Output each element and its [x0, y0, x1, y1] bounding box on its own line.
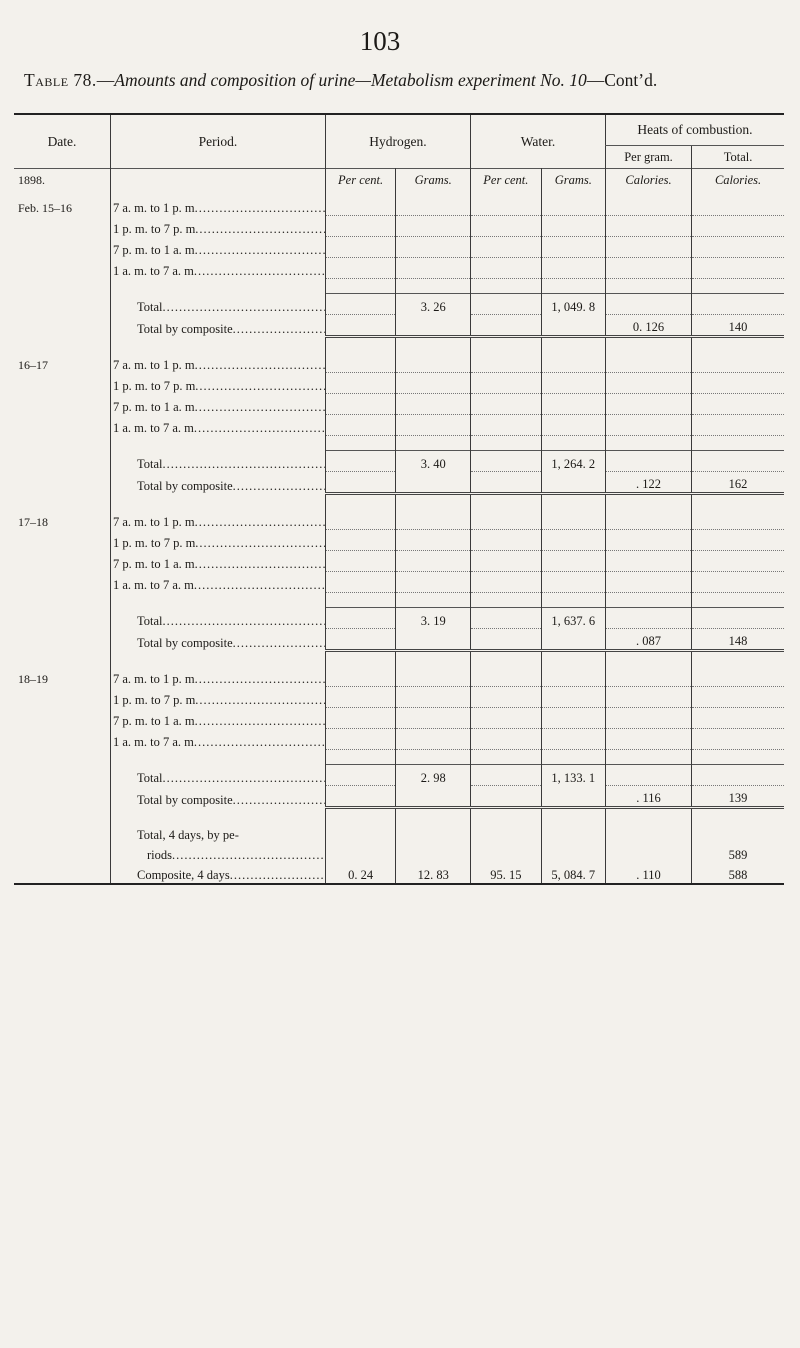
total-h-grams: 3. 19: [396, 608, 471, 629]
header-heats: Heats of combustion.: [605, 114, 784, 146]
row-period: [111, 687, 326, 708]
composite-row: [14, 472, 784, 494]
total-row: [14, 294, 784, 315]
composite-label-text: Total by composite .....: [137, 636, 325, 650]
summary-composite-label-text: Composite, 4 days .....: [137, 868, 325, 882]
header-date: Date.: [47, 133, 77, 149]
composite-label-text: Total by composite .....: [137, 793, 325, 807]
summary-periods-label-2: [111, 843, 326, 863]
row-period: [111, 258, 326, 279]
total-h-grams: 3. 26: [396, 294, 471, 315]
period-label: 7 a. m. to 1 p. m .....: [113, 672, 325, 686]
row-period: [111, 195, 326, 216]
period-label: 7 p. m. to 1 a. m .....: [113, 557, 325, 571]
header-per-gram: Per gram.: [605, 146, 691, 169]
total-w-grams: 1, 637. 6: [541, 608, 605, 629]
unit-per-gram: Calories.: [605, 169, 691, 196]
period-label: 1 a. m. to 7 a. m .....: [113, 578, 325, 592]
row-date: Feb. 15–16: [18, 200, 72, 215]
row-date: 17–18: [18, 514, 48, 529]
row-period: [111, 237, 326, 258]
table-label: Table 78.: [24, 70, 97, 90]
row-period: [111, 666, 326, 687]
table-title: Table 78.—Amounts and composition of urine—Metabolism experiment No. 10—Cont’d.: [24, 70, 658, 90]
total-w-grams: 1, 264. 2: [541, 451, 605, 472]
composite-per-gram: . 122: [605, 472, 691, 494]
summary-periods-row-2: [14, 843, 784, 863]
summary-h-grams: 12. 83: [396, 863, 471, 884]
total-label: [111, 608, 326, 629]
table-row: [14, 666, 784, 687]
row-period: [111, 415, 326, 436]
row-period: [111, 509, 326, 530]
period-label: 1 a. m. to 7 a. m .....: [113, 264, 325, 278]
period-label: 1 a. m. to 7 a. m .....: [113, 421, 325, 435]
period-label: 1 a. m. to 7 a. m .....: [113, 735, 325, 749]
row-period: [111, 572, 326, 593]
period-label: 7 a. m. to 1 p. m .....: [113, 515, 325, 529]
header-period: Period.: [111, 114, 326, 169]
composite-label: [111, 629, 326, 651]
header-hydrogen: Hydrogen.: [325, 114, 470, 169]
header-water: Water.: [471, 114, 606, 169]
urine-table: [14, 113, 784, 885]
row-period: [111, 551, 326, 572]
total-label: [111, 294, 326, 315]
year-label: 1898.: [18, 173, 45, 187]
composite-row: [14, 315, 784, 337]
table-row: [14, 551, 784, 572]
total-label: [111, 765, 326, 786]
unit-h-grams: Grams.: [396, 169, 471, 196]
total-row: [14, 451, 784, 472]
summary-composite-row: [14, 863, 784, 884]
period-label: 7 p. m. to 1 a. m .....: [113, 243, 325, 257]
composite-per-gram: . 087: [605, 629, 691, 651]
total-row: [14, 608, 784, 629]
table-row: [14, 572, 784, 593]
total-label-text: Total .....: [137, 614, 325, 628]
composite-total: 139: [692, 786, 784, 808]
table-row: [14, 509, 784, 530]
table-caption: Amounts and composition of urine—Metabolism experiment No. 10: [114, 70, 587, 90]
period-label: 7 a. m. to 1 p. m .....: [113, 358, 325, 372]
composite-label: [111, 786, 326, 808]
summary-composite-label: [111, 863, 326, 884]
header-total: Total.: [692, 146, 784, 169]
composite-row: [14, 786, 784, 808]
row-period: [111, 216, 326, 237]
table-row: [14, 687, 784, 708]
row-period: [111, 729, 326, 750]
row-period: [111, 352, 326, 373]
total-label: [111, 451, 326, 472]
table-row: [14, 216, 784, 237]
summary-w-per-cent: 95. 15: [471, 863, 542, 884]
composite-label: [111, 472, 326, 494]
table-row: [14, 415, 784, 436]
row-period: [111, 708, 326, 729]
composite-per-gram: . 116: [605, 786, 691, 808]
composite-total: 148: [692, 629, 784, 651]
summary-periods-label-1: Total, 4 days, by pe-: [111, 823, 326, 843]
page-number: 103: [359, 26, 401, 56]
total-w-grams: 1, 049. 8: [541, 294, 605, 315]
period-label: 7 p. m. to 1 a. m .....: [113, 400, 325, 414]
total-row: [14, 765, 784, 786]
period-label: 1 p. m. to 7 p. m .....: [113, 693, 325, 707]
row-period: [111, 530, 326, 551]
row-date: 16–17: [18, 357, 48, 372]
table-row: [14, 373, 784, 394]
total-label-text: Total .....: [137, 457, 325, 471]
row-date: 18–19: [18, 671, 48, 686]
table-row: [14, 195, 784, 216]
unit-w-per-cent: Per cent.: [471, 169, 542, 196]
total-w-grams: 1, 133. 1: [541, 765, 605, 786]
table-row: [14, 394, 784, 415]
unit-h-per-cent: Per cent.: [325, 169, 396, 196]
total-label-text: Total .....: [137, 300, 325, 314]
summary-periods-row: [14, 823, 784, 843]
total-h-grams: 3. 40: [396, 451, 471, 472]
period-label: 1 p. m. to 7 p. m .....: [113, 379, 325, 393]
row-period: [111, 394, 326, 415]
table-row: [14, 708, 784, 729]
summary-periods-total: 589: [692, 843, 784, 863]
period-label: 7 p. m. to 1 a. m .....: [113, 714, 325, 728]
table-row: [14, 530, 784, 551]
unit-total: Calories.: [692, 169, 784, 196]
composite-label-text: Total by composite .....: [137, 322, 325, 336]
period-label: 1 p. m. to 7 p. m .....: [113, 222, 325, 236]
total-label-text: Total .....: [137, 771, 325, 785]
table-row: [14, 729, 784, 750]
composite-total: 140: [692, 315, 784, 337]
composite-label: [111, 315, 326, 337]
row-period: [111, 373, 326, 394]
table-row: [14, 237, 784, 258]
period-label: 1 p. m. to 7 p. m .....: [113, 536, 325, 550]
period-label: 7 a. m. to 1 p. m .....: [113, 201, 325, 215]
table-row: [14, 352, 784, 373]
composite-per-gram: 0. 126: [605, 315, 691, 337]
summary-h-per-cent: 0. 24: [325, 863, 396, 884]
summary-per-gram: . 110: [605, 863, 691, 884]
composite-row: [14, 629, 784, 651]
composite-total: 162: [692, 472, 784, 494]
table-row: [14, 258, 784, 279]
total-h-grams: 2. 98: [396, 765, 471, 786]
unit-w-grams: Grams.: [541, 169, 605, 196]
summary-total: 588: [692, 863, 784, 884]
table-continued: —Cont’d.: [586, 70, 658, 90]
summary-periods-label-2-text: riods .....: [137, 848, 325, 862]
composite-label-text: Total by composite .....: [137, 479, 325, 493]
summary-w-grams: 5, 084. 7: [541, 863, 605, 884]
